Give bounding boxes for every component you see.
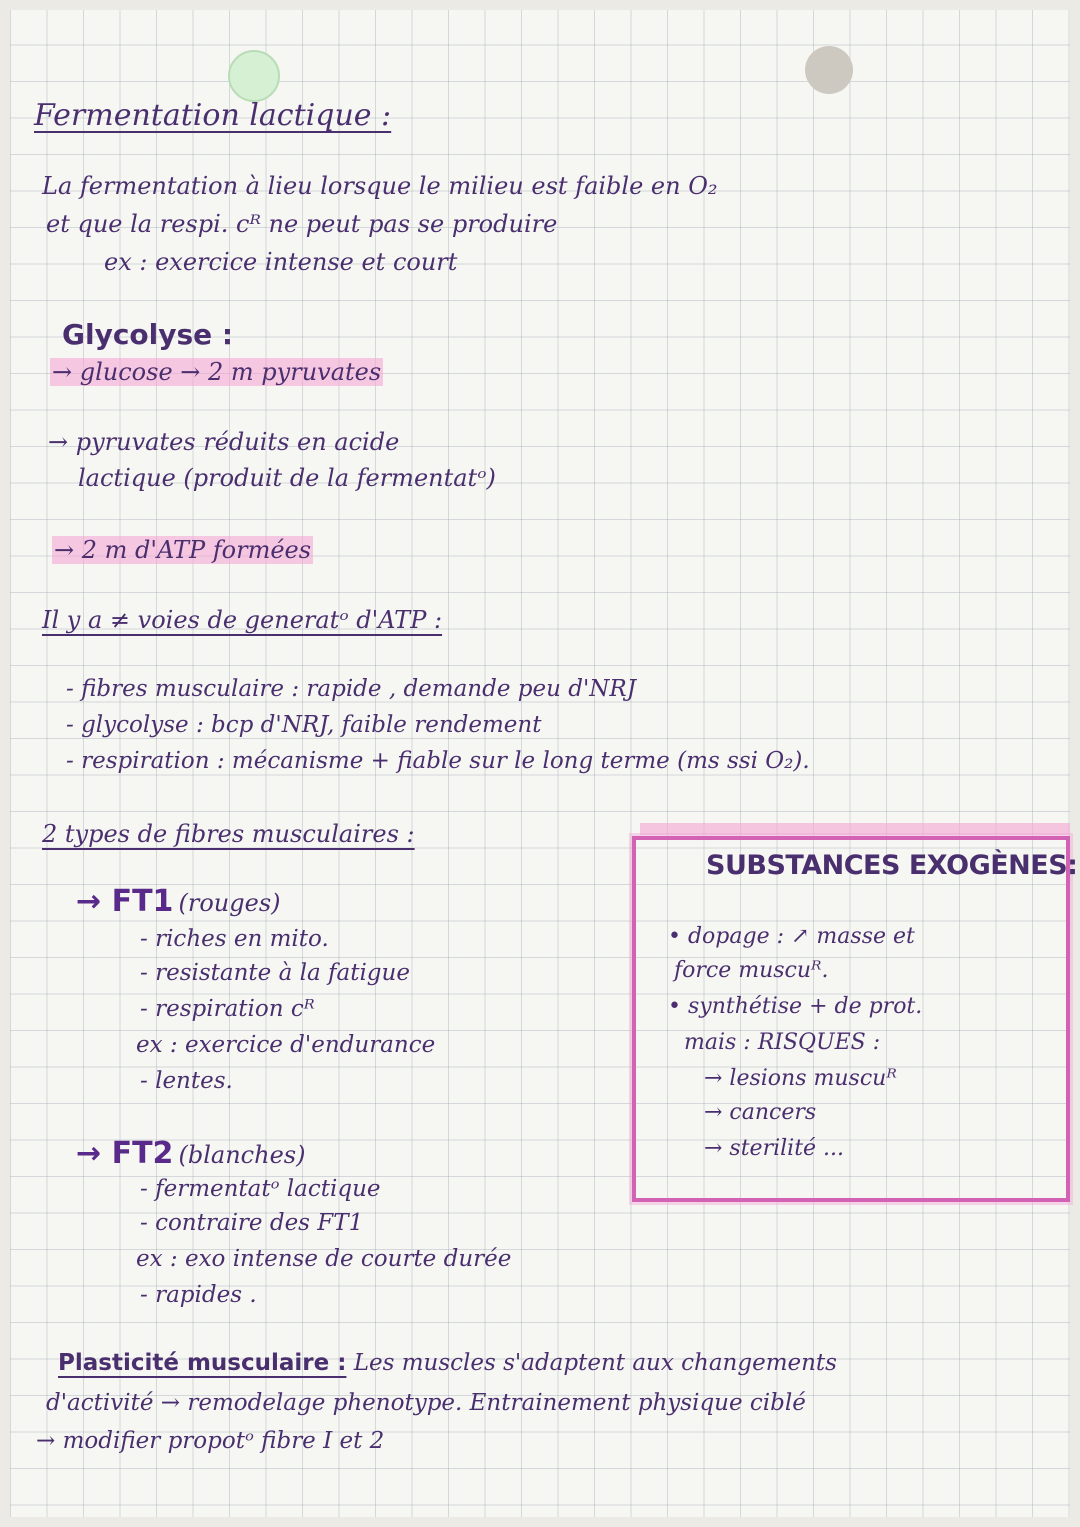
substances-box	[632, 836, 1070, 1202]
page-title: Fermentation lactique :	[34, 98, 392, 133]
substances-item-5: → lesions muscuᴿ	[704, 1066, 897, 1091]
substances-item-4: mais : RISQUES :	[684, 1030, 881, 1055]
glycolyse-heading: Glycolyse :	[62, 318, 234, 351]
intro-line-2: et que la respi. cᴿ ne peut pas se produire	[46, 210, 558, 238]
ft1-sub: (rouges)	[178, 889, 281, 917]
substances-item-2: force muscuᴿ.	[674, 958, 829, 983]
plasticite-line-2: d'activité → remodelage phenotype. Entrainement physique ciblé	[46, 1390, 806, 1416]
plasticite-line-3: → modifier propotᵒ fibre I et 2	[36, 1428, 385, 1454]
glycolyse-step-2-line-2: lactique (produit de la fermentatᵒ)	[78, 464, 496, 492]
substances-item-7: → sterilité ...	[704, 1136, 845, 1161]
voies-item-2: - glycolyse : bcp d'NRJ, faible rendement	[66, 712, 542, 738]
plasticite-line-1-rest: Les muscles s'adaptent aux changements	[353, 1350, 837, 1376]
ft1-item-1: - riches en mito.	[140, 926, 329, 952]
punch-hole-right	[805, 46, 853, 94]
ft1-label: → FT1	[76, 884, 174, 919]
glycolyse-step-3	[52, 536, 313, 564]
ft2-heading	[76, 1136, 305, 1171]
substances-item-6: → cancers	[704, 1100, 817, 1125]
ft1-item-2: - resistante à la fatigue	[140, 960, 410, 986]
voies-heading: Il y a ≠ voies de generatᵒ d'ATP :	[42, 606, 443, 634]
voies-item-3: - respiration : mécanisme + fiable sur le long terme (ms ssi O₂).	[66, 748, 810, 774]
glycolyse-step-3-text: → 2 m d'ATP formées	[54, 536, 312, 564]
plasticite-line-1	[58, 1350, 837, 1376]
substances-item-3: • synthétise + de prot.	[668, 994, 923, 1019]
substances-item-1: • dopage : ↗ masse et	[668, 924, 915, 949]
ft2-item-3: ex : exo intense de courte durée	[136, 1246, 512, 1272]
substances-box-highlight	[640, 823, 1070, 835]
glycolyse-step-1	[50, 358, 383, 386]
ft2-item-2: - contraire des FT1	[140, 1210, 364, 1236]
intro-line-1: La fermentation à lieu lorsque le milieu est faible en O₂	[42, 172, 718, 200]
glycolyse-step-2-line-1: → pyruvates réduits en acide	[48, 428, 400, 456]
ft2-sub: (blanches)	[178, 1141, 306, 1169]
ft2-item-4: - rapides .	[140, 1282, 257, 1308]
intro-line-3: ex : exercice intense et court	[104, 248, 458, 276]
ft1-heading	[76, 884, 281, 919]
fibres-heading: 2 types de fibres musculaires :	[42, 820, 415, 848]
ft2-label: → FT2	[76, 1136, 174, 1171]
ft1-item-3: - respiration cᴿ	[140, 996, 315, 1022]
ft1-item-4: ex : exercice d'endurance	[136, 1032, 436, 1058]
ft2-item-1: - fermentatᵒ lactique	[140, 1176, 381, 1202]
glycolyse-step-1-text: → glucose → 2 m pyruvates	[52, 358, 382, 386]
substances-title: SUBSTANCES EXOGÈNES:	[706, 850, 1078, 881]
voies-item-1: - fibres musculaire : rapide , demande peu d'NRJ	[66, 676, 636, 702]
ft1-item-5: - lentes.	[140, 1068, 233, 1094]
punch-hole-left	[228, 50, 280, 102]
plasticite-label: Plasticité musculaire :	[58, 1350, 347, 1376]
